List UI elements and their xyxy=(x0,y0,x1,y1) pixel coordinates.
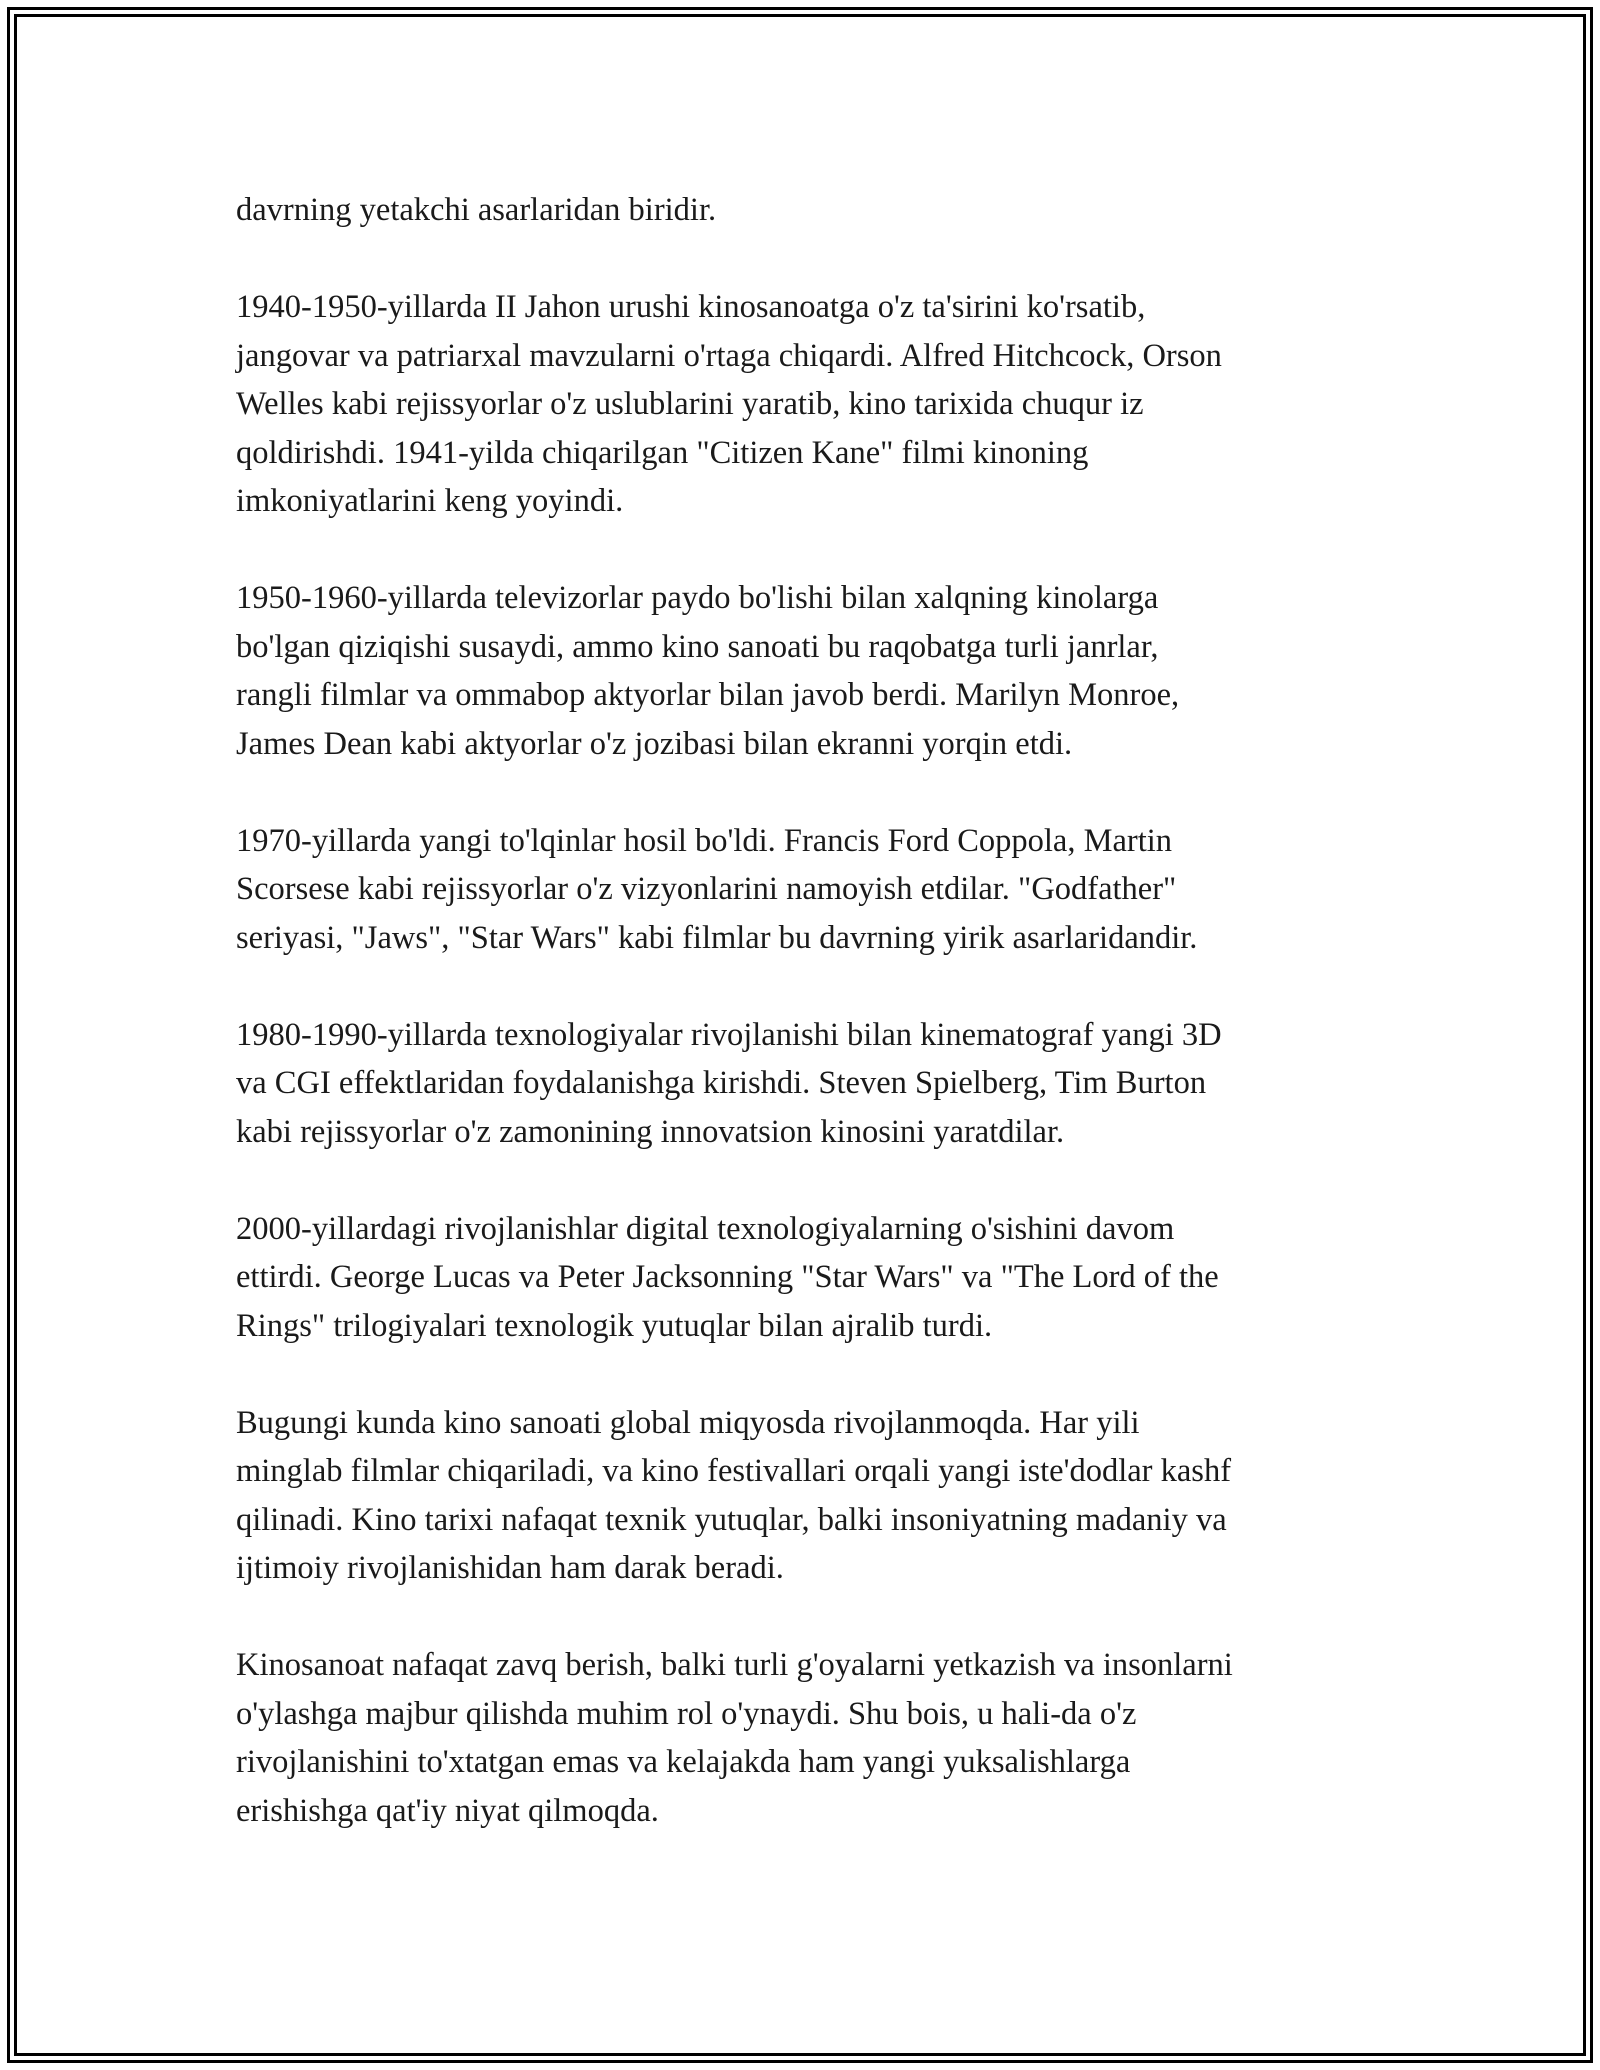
text-line: seriyasi, "Jaws", "Star Wars" kabi filmlar bu davrning yirik asarlaridandir. xyxy=(236,919,1198,956)
text-line: 1940-1950-yillarda II Jahon urushi kinosanoatga o'z ta'sirini ko'rsatib, xyxy=(236,289,1146,325)
paragraph xyxy=(236,1399,1376,1593)
text-line: 1980-1990-yillarda texnologiyalar rivojlanishi bilan kinematograf yangi 3D xyxy=(236,1016,1222,1053)
text-line: 2000-yillardagi rivojlanishlar digital texnologiyalarning o'sishini davom xyxy=(236,1210,1175,1247)
text-line: qoldirishdi. 1941-yilda chiqarilgan "Citizen Kane" filmi kinoning xyxy=(236,434,1089,471)
paragraph xyxy=(236,1205,1376,1351)
text-line: bo'lgan qiziqishi susaydi, ammo kino sanoati bu raqobatga turli janrlar, xyxy=(236,628,1159,665)
text-line: minglab filmlar chiqariladi, va kino festivallari orqali yangi iste'dodlar kashf xyxy=(236,1453,1232,1489)
text-line: rangli filmlar va ommabop aktyorlar bilan javob berdi. Marilyn Monroe, xyxy=(236,677,1180,713)
text-line: va CGI effektlaridan foydalanishga kirishdi. Steven Spielberg, Tim Burton xyxy=(236,1065,1207,1101)
paragraph xyxy=(236,1641,1376,1835)
paragraph xyxy=(236,283,1376,526)
paragraph xyxy=(236,574,1376,768)
text-line: ijtimoiy rivojlanishidan ham darak beradi. xyxy=(236,1550,784,1586)
text-line: Kinosanoat nafaqat zavq berish, balki turli g'oyalarni yetkazish va insonlarni xyxy=(236,1647,1233,1683)
text-line: kabi rejissyorlar o'z zamonining innovatsion kinosini yaratdilar. xyxy=(236,1113,1065,1150)
text-line: rivojlanishini to'xtatgan emas va kelajakda ham yangi yuksalishlarga xyxy=(236,1744,1131,1780)
text-line: o'ylashga majbur qilishda muhim rol o'ynaydi. Shu bois, u hali-da o'z xyxy=(236,1695,1137,1732)
text-line: Welles kabi rejissyorlar o'z uslublarini yaratib, kino tarixida chuqur iz xyxy=(236,386,1144,422)
paragraph xyxy=(236,817,1376,963)
text-line: ettirdi. George Lucas va Peter Jacksonning "Star Wars" va "The Lord of the xyxy=(236,1259,1219,1295)
text-line: davrning yetakchi asarlaridan biridir. xyxy=(236,192,717,228)
text-line: qilinadi. Kino tarixi nafaqat texnik yutuqlar, balki insoniyatning madaniy va xyxy=(236,1501,1227,1538)
document-body xyxy=(236,186,1376,1835)
text-line: Bugungi kunda kino sanoati global miqyosda rivojlanmoqda. Har yili xyxy=(236,1404,1140,1441)
text-line: jangovar va patriarxal mavzularni o'rtaga chiqardi. Alfred Hitchcock, Orson xyxy=(236,337,1222,374)
text-line: 1950-1960-yillarda televizorlar paydo bo'lishi bilan xalqning kinolarga xyxy=(236,580,1159,616)
text-line: Rings" trilogiyalari texnologik yutuqlar bilan ajralib turdi. xyxy=(236,1307,993,1344)
text-line: James Dean kabi aktyorlar o'z jozibasi bilan ekranni yorqin etdi. xyxy=(236,725,1073,762)
text-line: Scorsese kabi rejissyorlar o'z vizyonlarini namoyish etdilar. "Godfather" xyxy=(236,871,1177,907)
text-line: 1970-yillarda yangi to'lqinlar hosil bo'ldi. Francis Ford Coppola, Martin xyxy=(236,822,1173,859)
paragraph xyxy=(236,186,1376,235)
text-line: imkoniyatlarini keng yoyindi. xyxy=(236,483,624,519)
text-line: erishishga qat'iy niyat qilmoqda. xyxy=(236,1792,659,1829)
paragraph xyxy=(236,1011,1376,1157)
